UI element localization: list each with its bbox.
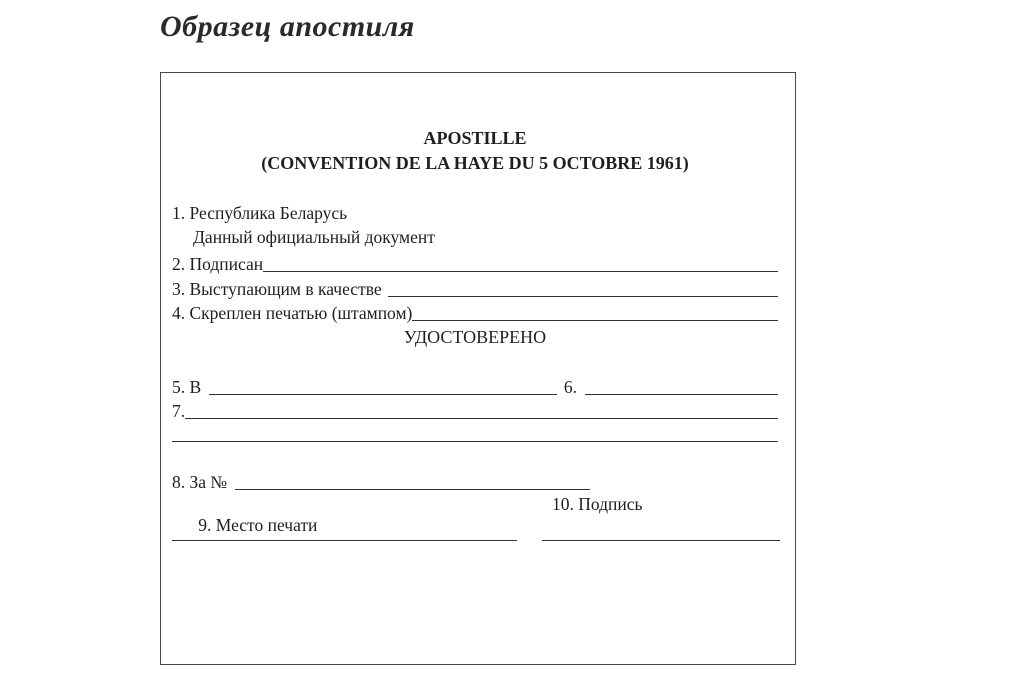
item2-blank-line [263, 271, 778, 272]
seal-blank-line [172, 540, 517, 541]
item8-blank-line [235, 489, 590, 490]
seal-signature-blank-lines [172, 528, 780, 541]
item8-number-row [172, 472, 778, 493]
item7-blank-line [185, 418, 778, 419]
item7-label: 7. [172, 401, 186, 421]
item7-continuation-line [172, 441, 778, 442]
item2-label: 2. Подписан [172, 254, 264, 274]
item1-country-line: 1. Республика Беларусь [172, 203, 348, 223]
item7-row [172, 401, 778, 422]
item5-item6-row [172, 377, 778, 398]
item3-label: 3. Выступающим в качестве [172, 279, 382, 299]
item6-blank-line [585, 394, 778, 395]
item1-document-line: Данный официальный документ [193, 227, 435, 247]
item2-signed-row [172, 254, 778, 275]
item5-blank-line [209, 394, 557, 395]
item5-label: 5. В [172, 377, 202, 397]
form-header-line1: APOSTILLE [423, 128, 527, 148]
apostille-form-box [160, 72, 796, 665]
item4-label: 4. Скреплен печатью (штампом) [172, 303, 413, 323]
certified-heading: УДОСТОВЕРЕНО [403, 327, 547, 347]
form-header-line2: (CONVENTION DE LA HAYE DU 5 OCTOBRE 1961) [261, 153, 689, 173]
item10-label: 10. Подпись [552, 494, 643, 514]
item6-label: 6. [563, 377, 577, 397]
item8-label: 8. За № [172, 472, 228, 492]
item9-label: 9. Место печати [198, 515, 318, 535]
item9-item10-row [172, 494, 778, 535]
item3-capacity-row [172, 279, 778, 300]
item4-blank-line [412, 320, 778, 321]
item3-blank-line [388, 296, 778, 297]
item4-seal-row [172, 303, 778, 324]
signature-blank-line [542, 540, 780, 541]
page-title: Образец апостиля [160, 10, 415, 43]
